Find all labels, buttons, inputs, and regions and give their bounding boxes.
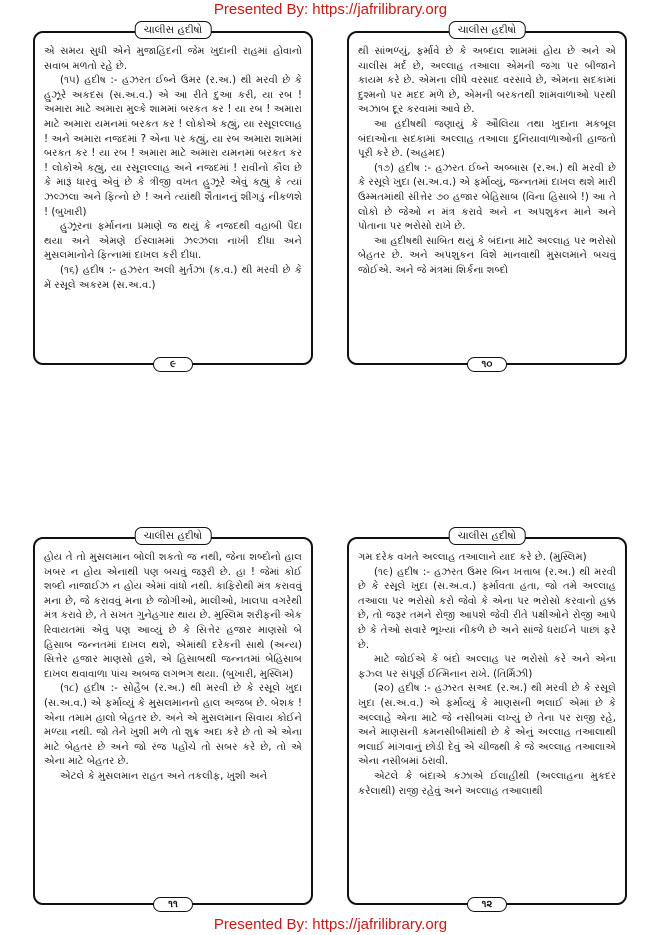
paragraph: (૧૬) હદીષ :- હઝરત અલી મુર્તઝા (ક.વ.) થી મરવી છે કે મેં રસૂલે અકરમ (સ.અ.વ.)	[44, 264, 302, 291]
page-body	[358, 45, 616, 353]
page-body	[44, 551, 302, 893]
top-banner: Presented By: https://jafrilibrary.org	[213, 1, 448, 18]
page-number: ૧૦	[467, 357, 507, 372]
bottom-banner: Presented By: https://jafrilibrary.org	[213, 916, 448, 933]
book-page-10	[347, 24, 627, 370]
paragraph: હોય તે તો મુસલમાન બોલી શકતો જ નથી, જેના શબ્દોનો હાલ ખબર ન હોય એનાથી પણ બચવું જરૂરી છે. હા ! જેમાં કોઈ શબ્દો નાજાઈઝ ન હોય એમાં વાંધો નથી. કાફિરોથી મંત્ર કરાવવું મના છે, જે કરાવવું મના છે જોગીઓ, માલીઓ, ખાલપા વગરેથી મંત્ર કરાવે છે, તે સખત ગુનેહગાર થાય છે. મુસ્લિમ શરીફની એક રિવાયતમાં એવું પણ આવ્યું છે કે સિત્તેર હજાર માણસો બે હિસાબ જન્નતમાં દાખલ થશે, એમાંથી દરેકની સાથે (અન્ય) સિત્તેર હજાર માણસો હશે, એ હિસાબથી જન્નતમાં બેહિસાબ દાખલ થવાવાળા પાંચ અબજ લગભગ થયા. (બુખારી, મુસ્લિમ)	[44, 552, 302, 680]
page-body	[44, 45, 302, 353]
page-header-title: ચાલીસ હદીષો	[135, 21, 212, 39]
paragraph: માટે જોઈએ કે બંદો અલ્લાહ પર ભરોસો કરે અને એના ફઝ્લ પર સંપૂર્ણ ઈત્મિનાન રાખે. (તિર્મિઝી)	[358, 654, 616, 680]
paragraph: એટલે કે મુસલમાન રાહત અને તકલીફ, ખુશી અને	[60, 770, 268, 782]
book-page-11	[33, 530, 313, 910]
book-page-12	[347, 530, 627, 910]
page-body	[358, 551, 616, 893]
paragraph: (૨૦) હદીષ :- હઝરત સઅદ (ર.અ.) થી મરવી છે કે રસૂલે ખુદા (સ.અ.વ.) એ ફર્માવ્યું કે માણસની ભલાઈ એમાં છે કે અલ્લાહે એના માટે જે નસીબમાં લખ્યું છે તેના પર રાજી રહે, અને માણસની કમનસીબીમાંથી છે કે એનું અલ્લાહ તઆલાથી ભલાઈ માંગવાનું છોડી દેવું એ ચીજથી કે જે અલ્લાહ તઆલાએ એના નસીબમાં ઠરાવી.	[358, 683, 616, 768]
paragraph: (૧૫) હદીષ :- હઝરત ઈબ્ને ઉમર (ર.અ.) થી મરવી છે કે હુઝૂરે અકદસ (સ.અ.વ.) એ આ રીતે દુઆ કરી, યા રબ ! અમારા માટે અમારા મુલ્કે શામમાં બરકત કર ! યા રબ ! અમારા માટે અમારા યમનમાં બરકત કર ! લોકોએ કહ્યું, યા રસૂલલ્લાહ ! અને અમારા નજદમાં ? એના પર કહ્યું, યા રબ અમારા શામમાં બરકત કર ! યા રબ ! અમારા માટે અમારા યમનમાં બરકત કર ! લોકોએ કહ્યું, યા રસૂલલ્લાહ અને નજદમાં ! રાવીનો કૌલ છે કે મારૂં ધારવું એવું છે કે ત્રીજી વખત હુઝૂરે એવું કહ્યું કે ત્યાં ઝલ્ઝલા અને ફિત્નો છે ! અને ત્યાંથી શૈતાનનું શીંગડું નીકળશે ! (બુખારી)	[44, 75, 302, 218]
paragraph: એટલે કે બંદાએ કઝાએ ઈલાહીથી (અલ્લાહના મુકદર કરેલાથી) રાજી રહેવું અને અલ્લાહ તઆલાથી	[358, 770, 616, 797]
page-number: ૧૨	[467, 897, 507, 912]
book-page-9	[33, 24, 313, 370]
paragraph: એ સમય સુધી એને મુજાહિદની જેમ ખુદાની રાહમાં હોવાનો સવાબ મળતો રહે છે.	[44, 46, 302, 72]
paragraph: આ હદીષથી જણાયું કે ઔલિયા તથા ખુદાના મકબૂલ બંદાઓના સદકામાં અલ્લાહ તઆલા દુનિયાવાળાઓની હાજતો પૂરી કરે છે. (અહમદ)	[358, 118, 616, 160]
paragraph: આ હદીષથી સાબિત થયું કે બંદાના માટે અલ્લાહ પર ભરોસો બેહતર છે. અને અપશુકન વિશે માનવાથી મુસલમાને બચવું જોઈએ. અને જે મંત્રમાં શિર્કના શબ્દો	[358, 235, 616, 276]
page-number: ૯	[153, 357, 193, 372]
paragraph: (૧૮) હદીષ :- સોહૈબ (ર.અ.) થી મરવી છે કે રસૂલે ખુદા (સ.અ.વ.) એ ફર્માવ્યું કે મુસલમાનનો હાલ અજબ છે. બેશક ! એના તમામ હાલો બેહતર છે. અને એ મુસલમાન સિવાય કોઈને મળ્યા નથી. જો તેને ખુશી મળે તો શુક્ર અદા કરે છે તો એ એના માટે બેહતર છે અને જો રંજ પહોંચે તો સબર કરે છે, તો એ એના માટે બેહતર છે.	[44, 683, 302, 768]
paragraph: (૧૭) હદીષ :- હઝરત ઈબ્ને અબ્બાસ (ર.અ.) થી મરવી છે કે રસૂલે ખુદા (સ.અ.વ.) એ ફર્માવ્યું, જન્નતમાં દાખલ થશે મારી ઉમ્મતમાંથી સીત્તેર ૭૦ હજાર બેહિસાબ (વિના હિસાબે !) આ તે લોકો છે જેઓ ન મંત્ર કરાવે અને ન અપશુકન માને અને પોતાના પર ભરોસો રાખે છે.	[358, 162, 616, 233]
page-header-title: ચાલીસ હદીષો	[449, 21, 526, 39]
paragraph: હુઝૂરના ફર્માનના પ્રમાણે જ થયું કે નજદથી વહાબી પૈદા થયા અને એમણે ઈસ્લામમાં ઝલ્ઝલા નાખી દીધા અને મુસલમાનોને ફિત્નામાં દાખલ કરી દીધા.	[44, 221, 302, 262]
page-header-title: ચાલીસ હદીષો	[449, 527, 526, 545]
paragraph: થી સાંભળ્યું, ફર્માવે છે કે અબ્દાલ શામમાં હોય છે અને એ ચાલીસ મર્દ છે, અલ્લાહ તઆલા એમની જગા પર બીજાને કાયમ કરે છે. એમના લીધે વરસાદ વરસાવે છે, એમના સદકામાં દુશ્મનો પર મદદ મળે છે, એમની બરકતથી શામવાળાઓ પરથી અઝાબ દૂર કરવામાં આવે છે.	[358, 46, 616, 116]
page-header-title: ચાલીસ હદીષો	[135, 527, 212, 545]
paragraph: (૧૯) હદીષ :- હઝરત ઉમર બિન ખત્તાબ (ર.અ.) થી મરવી છે કે રસૂલે ખુદા (સ.અ.વ.) ફર્માવતા હતા, જો તમે અલ્લાહ તઆલા પર ભરોસો કરો જેવો કે એના પર ભરોસો કરવાનો હક્ક છે, તો જરૂર તમને રોજી આપશે જેવી રીતે પક્ષીઓને રોજી આપે છે કે તેઓ સવારે ભૂખ્યાં નીકળે છે અને સાંજે ધરાઈને પાછાં ફરે છે.	[358, 566, 616, 651]
page-number: ૧૧	[153, 897, 193, 912]
paragraph: ગમ દરેક વખતે અલ્લાહ તઆલાને યાદ કરે છે. (મુસ્લિમ)	[358, 552, 587, 563]
